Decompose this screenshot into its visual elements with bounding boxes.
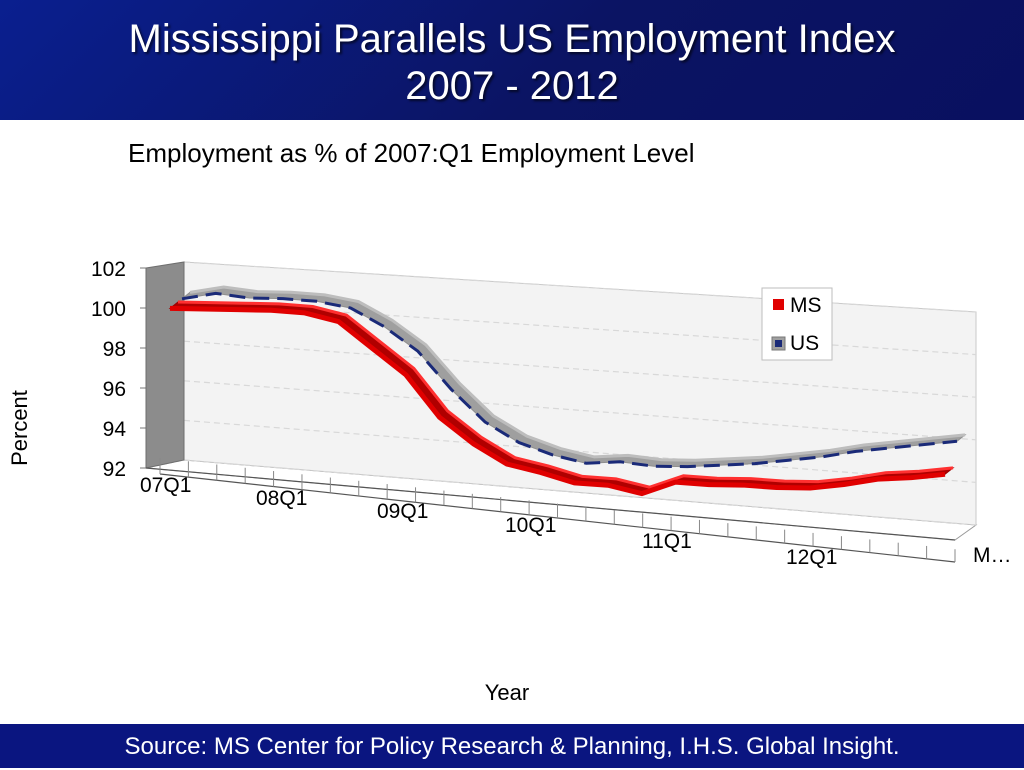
y-axis-label: Percent [7, 390, 32, 466]
series-ms-point [202, 308, 205, 311]
source-footer: Source: MS Center for Policy Research & Planning, I.H.S. Global Insight. [0, 724, 1024, 768]
y-tick-label: 100 [90, 298, 126, 321]
y-tick-label: 94 [102, 418, 126, 441]
series-ms-point [708, 483, 711, 486]
series-us-point [551, 453, 554, 456]
x-axis-label: Year [484, 680, 530, 705]
series-us-point [922, 443, 925, 446]
y-tick-label: 92 [102, 458, 126, 481]
y-tick-label: 102 [90, 258, 126, 281]
series-ms-point [842, 483, 845, 486]
series-ms-point [371, 347, 374, 350]
series-us-point [854, 450, 857, 453]
series-us-point [686, 465, 689, 468]
series-ms-point [438, 416, 441, 419]
series-ms-point [539, 471, 542, 474]
series-ms-point [607, 484, 610, 487]
series-ms-point [910, 476, 913, 479]
series-us-point [753, 462, 756, 465]
series-us-point [652, 465, 655, 468]
series-ms-point [775, 486, 778, 489]
series-ms-point [505, 463, 508, 466]
legend-swatch-ms [773, 299, 784, 310]
series-ms-point [337, 320, 340, 323]
legend-swatch-us [775, 340, 782, 347]
series-us-point [181, 297, 184, 300]
series-ms-point [270, 309, 273, 312]
series-us-point [956, 440, 959, 443]
series-ms-point [169, 307, 172, 310]
series-us-point [888, 447, 891, 450]
series-ms-point [876, 478, 879, 481]
series-ms-point [404, 373, 407, 376]
series-ms-point [809, 486, 812, 489]
legend-label-us: US [790, 332, 820, 355]
series-us-point [720, 464, 723, 467]
series-ms-point [573, 481, 576, 484]
series-us-point [315, 300, 318, 303]
x-tick-label: M… [973, 544, 1012, 567]
series-ms-point [944, 473, 947, 476]
legend-label-ms: MS [790, 294, 822, 317]
series-us-point [821, 455, 824, 458]
series-us-point [214, 292, 217, 295]
y-tick-label: 98 [102, 338, 126, 361]
series-us-point [585, 462, 588, 465]
series-us-point [787, 459, 790, 462]
series-us-point [248, 297, 251, 300]
x-tick-label: 07Q1 [140, 474, 192, 497]
x-tick-label: 10Q1 [505, 514, 557, 537]
series-ms-point [472, 442, 475, 445]
series-ms-point [674, 481, 677, 484]
series-ms-point [640, 492, 643, 495]
employment-index-chart [0, 120, 1024, 724]
side-wall-panel [146, 262, 184, 468]
x-tick-label: 11Q1 [642, 530, 692, 553]
chart-title: Employment as % of 2007:Q1 Employment Level [128, 138, 695, 168]
series-us-point [416, 350, 419, 353]
series-us-point [349, 306, 352, 309]
series-us-point [450, 388, 453, 391]
slide-title-line1: Mississippi Parallels US Employment Index [128, 17, 896, 61]
series-us-point [619, 460, 622, 463]
title-banner [0, 0, 1024, 120]
x-tick-label: 12Q1 [786, 546, 838, 569]
series-us-point [282, 297, 285, 300]
chart-side-wall [146, 262, 184, 468]
y-tick-label: 96 [102, 378, 126, 401]
series-ms-point [303, 311, 306, 314]
series-ms-point [236, 308, 239, 311]
x-tick-label: 09Q1 [377, 500, 429, 523]
x-tick-label: 08Q1 [256, 487, 308, 510]
series-us-point [383, 325, 386, 328]
series-us-point [484, 421, 487, 424]
chart-legend [762, 288, 832, 360]
series-ms-point [741, 484, 744, 487]
slide-title-line2: 2007 - 2012 [405, 64, 619, 108]
series-us-point [517, 441, 520, 444]
